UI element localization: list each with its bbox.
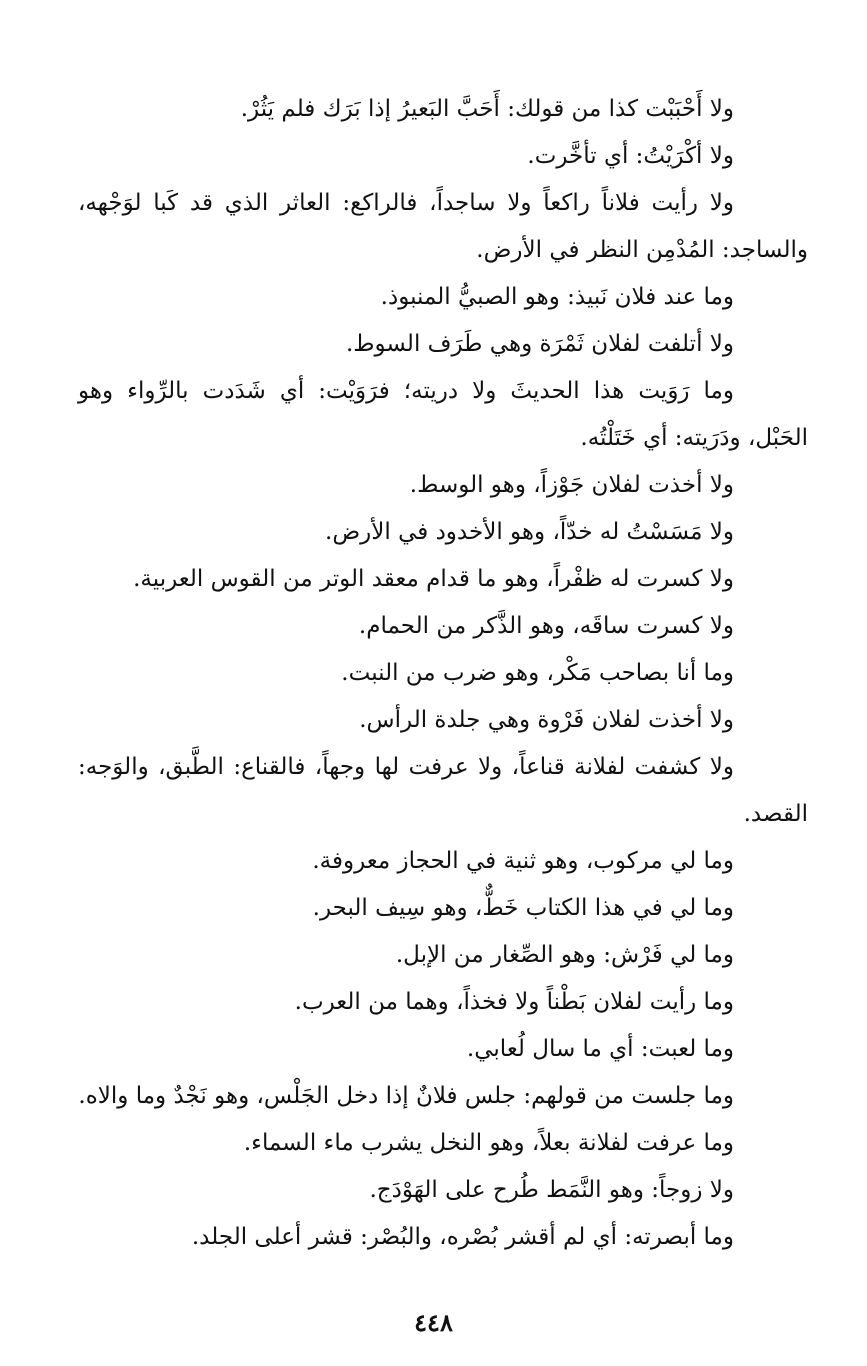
paragraph-13: ولا كشفت لفلانة قناعاً، ولا عرفت لها وجهاً، فالقناع: الطَّبق، والوَجه: القصد.: [78, 754, 808, 827]
paragraph-17: وما رأيت لفلان بَطْناً ولا فخذاً، وهما من العرب.: [294, 989, 734, 1015]
paragraph-6: وما رَوَيت هذا الحديثَ ولا دريته؛ فرَوَيْت: أي شَدَدت بالرِّواء وهو الحَبْل، ودَرَيته: أي خَتَلْتُه.: [78, 378, 808, 451]
paragraph-5: ولا أتلفت لفلان ثَمْرَة وهي طَرَف السوط.: [345, 331, 734, 357]
paragraph-10: ولا كسرت ساقَه، وهو الذَّكر من الحمام.: [358, 613, 734, 639]
body-text: [78, 86, 808, 1261]
paragraph-14: وما لي مركوب، وهو ثنية في الحجاز معروفة.: [312, 848, 734, 874]
paragraph-19: وما جلست من قولهم: جلس فلانٌ إذا دخل الجَلْس، وهو نَجْدٌ وما والاه.: [78, 1083, 734, 1109]
paragraph-8: ولا مَسَسْتُ له خدّاً، وهو الأخدود في الأرض.: [325, 519, 734, 545]
paragraph-1: ولا أَحْبَبْت كذا من قولك: أَحَبَّ البَعيرُ إذا بَرَك فلم يَثُرْ.: [240, 96, 734, 122]
paragraph-20: وما عرفت لفلانة بعلاً، وهو النخل يشرب ماء السماء.: [243, 1130, 734, 1156]
paragraph-22: وما أبصرته: أي لم أقشر بُصْره، والبُصْر: قشر أعلى الجلد.: [191, 1224, 734, 1250]
page-number: ٤٤٨: [414, 1308, 453, 1337]
paragraph-2: ولا أكْرَيْتُ: أي تأخَّرت.: [527, 143, 734, 169]
paragraph-4: وما عند فلان نَبيذ: وهو الصبيُّ المنبوذ.: [380, 284, 734, 310]
paragraph-18: وما لعبت: أي ما سال لُعابي.: [466, 1036, 734, 1062]
paragraph-16: وما لي فَرْش: وهو الصِّغار من الإبل.: [395, 942, 734, 968]
paragraph-9: ولا كسرت له ظفْراً، وهو ما قدام معقد الوتر من القوس العربية.: [133, 566, 734, 592]
paragraph-3: ولا رأيت فلاناً راكعاً ولا ساجداً، فالراكع: العاثر الذي قد كَبا لوَجْهه، والساجد: المُدْمِن النظر في الأرض.: [78, 190, 808, 263]
paragraph-21: ولا زوجاً: وهو النَّمَط طُرح على الهَوْدَج.: [369, 1177, 734, 1203]
paragraph-11: وما أنا بصاحب مَكْر، وهو ضرب من النبت.: [341, 660, 734, 686]
paragraph-7: ولا أخذت لفلان جَوْزاً، وهو الوسط.: [409, 472, 734, 498]
paragraph-12: ولا أخذت لفلان فَرْوة وهي جلدة الرأس.: [359, 707, 734, 733]
paragraph-15: وما لي في هذا الكتاب خَطٌّ، وهو سِيف البحر.: [312, 895, 734, 921]
